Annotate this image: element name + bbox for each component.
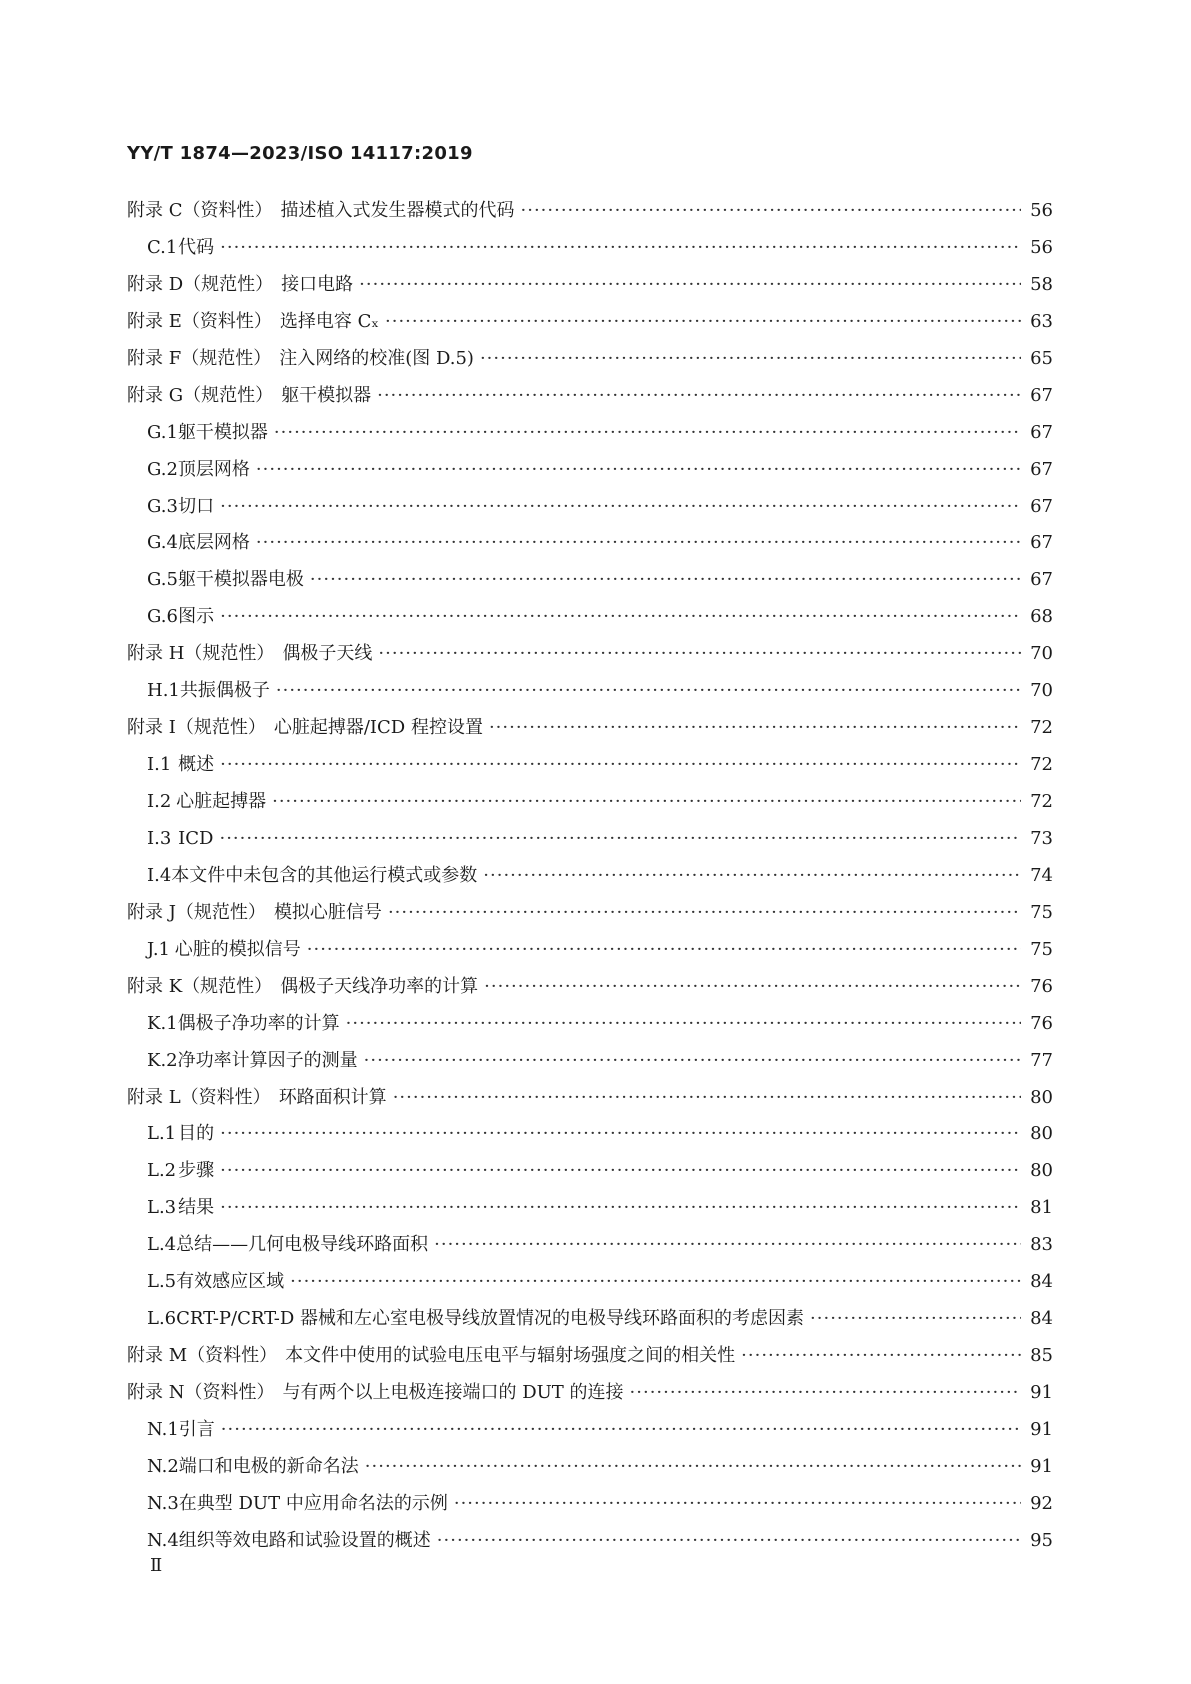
toc-entry-title: 顶层网格 [177, 458, 250, 480]
toc-entry-page: 68 [1030, 606, 1053, 628]
toc-entry-title: 偶极子天线净功率的计算 [280, 975, 479, 997]
toc-entry-title: 环路面积计算 [278, 1086, 387, 1108]
toc-entry-number: G.1 [147, 421, 178, 443]
toc-entry-page: 95 [1030, 1529, 1053, 1551]
toc-entry-title: 偶极子天线 [282, 643, 373, 665]
toc-entry[interactable] [127, 1523, 1053, 1560]
toc-entry-title: 净功率计算因子的测量 [177, 1049, 358, 1071]
dot-leader [346, 1006, 1021, 1043]
toc-entry-number: N.1 [147, 1418, 179, 1440]
toc-entry-page: 67 [1030, 384, 1053, 406]
toc-entry[interactable] [127, 1486, 1053, 1523]
toc-entry-number: 附录 F（规范性） [127, 347, 272, 369]
toc-entry-page: 84 [1030, 1271, 1053, 1293]
toc-entry-page: 80 [1030, 1160, 1053, 1182]
toc-entry[interactable] [127, 1080, 1053, 1117]
dot-leader [480, 341, 1021, 378]
toc-entry[interactable] [127, 895, 1053, 932]
toc-entry-number: L.1 [147, 1123, 177, 1145]
toc-entry-page: 83 [1030, 1234, 1053, 1256]
toc-entry-page: 74 [1030, 864, 1053, 886]
toc-entry[interactable] [127, 525, 1053, 562]
toc-entry-title: 结果 [178, 1197, 215, 1219]
toc-entry-number: 附录 D（规范性） [127, 273, 274, 295]
toc-entry-number: I.4 [147, 864, 172, 886]
toc-entry-page: 76 [1030, 975, 1053, 997]
toc-entry-number: L.2 [147, 1160, 177, 1182]
dot-leader [220, 1190, 1021, 1227]
toc-entry-number: I.2 [147, 791, 172, 812]
toc-entry[interactable] [127, 1301, 1053, 1338]
toc-entry-page: 58 [1030, 273, 1053, 295]
toc-entry-number: N.4 [147, 1529, 179, 1551]
toc-entry-number: G.5 [147, 569, 178, 591]
toc-entry-title: 本文件中未包含的其他运行模式或参数 [171, 864, 478, 886]
toc-entry-page: 72 [1030, 717, 1053, 739]
toc-entry-title: 躯干模拟器 [281, 384, 372, 406]
dot-leader [276, 673, 1021, 710]
toc-entry-number: 附录 N（资料性） [127, 1382, 275, 1403]
toc-entry-page: 67 [1030, 569, 1053, 591]
toc-entry[interactable] [127, 267, 1053, 304]
toc-entry-title: 底层网格 [177, 532, 250, 554]
toc-entry-page: 65 [1030, 347, 1053, 369]
toc-entry-number: G.3 [147, 495, 178, 517]
dot-leader [221, 1412, 1021, 1449]
toc-entry-number: N.2 [147, 1455, 179, 1477]
dot-leader [434, 1227, 1021, 1264]
dot-leader [489, 710, 1021, 747]
toc-entry-title: 模拟心脏信号 [273, 901, 382, 923]
toc-entry-page: 70 [1030, 680, 1053, 702]
toc-entry-title: 有效感应区域 [176, 1271, 285, 1293]
toc-entry-page: 63 [1030, 310, 1053, 332]
toc-entry-page: 91 [1030, 1455, 1053, 1477]
toc-entry-title: 步骤 [178, 1160, 215, 1182]
toc-entry-title: 心脏起搏器/ICD 程控设置 [273, 717, 483, 739]
document-code-header: YY/T 1874—2023/ISO 14117:2019 [127, 143, 473, 164]
toc-entry[interactable] [127, 415, 1053, 452]
dot-leader [220, 1116, 1021, 1153]
toc-entry[interactable] [127, 1190, 1053, 1227]
toc-entry-number: C.1 [147, 236, 178, 258]
dot-leader [290, 1264, 1021, 1301]
toc-entry-title: 切口 [178, 495, 215, 517]
toc-entry-page: 81 [1030, 1197, 1053, 1219]
toc-entry-number: G.2 [147, 458, 178, 480]
toc-entry-page: 91 [1030, 1382, 1053, 1403]
toc-entry[interactable] [127, 858, 1053, 895]
toc-entry-number: N.3 [147, 1492, 179, 1514]
dot-leader [256, 525, 1021, 562]
toc-entry-number: H.1 [147, 680, 180, 702]
toc-entry-page: 56 [1030, 200, 1053, 221]
toc-entry-title: 与有两个以上电极连接端口的 DUT 的连接 [282, 1382, 624, 1403]
toc-entry-page: 67 [1030, 532, 1053, 554]
toc-entry-number: K.1 [147, 1012, 178, 1034]
toc-entry[interactable] [127, 1116, 1053, 1153]
toc-entry-number: L.4 [147, 1234, 177, 1256]
toc-entry-title: 组织等效电路和试验设置的概述 [178, 1529, 431, 1551]
toc-entry-title: 共振偶极子 [179, 680, 270, 702]
toc-entry[interactable] [127, 230, 1053, 267]
toc-entry[interactable] [127, 710, 1053, 747]
dot-leader [272, 784, 1021, 821]
toc-entry[interactable] [127, 1449, 1053, 1486]
toc-entry-title: 端口和电极的新命名法 [178, 1455, 359, 1477]
toc-entry-title: 描述植入式发生器模式的代码 [280, 200, 515, 221]
toc-entry[interactable] [127, 1375, 1053, 1412]
toc-entry-page: 80 [1030, 1086, 1053, 1108]
toc-entry-number: 附录 K（规范性） [127, 975, 273, 997]
toc-entry-number: I.3 [147, 827, 172, 849]
toc-entry-number: 附录 M（资料性） [127, 1345, 278, 1367]
toc-entry[interactable] [127, 784, 1053, 821]
dot-leader [630, 1375, 1021, 1412]
dot-leader [377, 378, 1021, 415]
toc-entry[interactable] [127, 636, 1053, 673]
toc-entry-page: 72 [1030, 754, 1053, 776]
toc-entry[interactable] [127, 489, 1053, 526]
dot-leader [307, 932, 1021, 969]
toc-entry-page: 76 [1030, 1012, 1053, 1034]
dot-leader [256, 452, 1021, 489]
toc-entry[interactable] [127, 821, 1053, 858]
dot-leader [365, 1449, 1021, 1486]
toc-entry-number: 附录 L（资料性） [127, 1086, 271, 1108]
toc-entry[interactable] [127, 378, 1053, 415]
dot-leader [364, 1043, 1021, 1080]
toc-entry-title: ICD [178, 827, 214, 849]
toc-entry-page: 56 [1030, 236, 1053, 258]
toc-entry[interactable] [127, 969, 1053, 1006]
dot-leader [359, 267, 1021, 304]
toc-entry-page: 92 [1030, 1492, 1053, 1514]
page-number-footer: Ⅱ [150, 1555, 163, 1576]
toc-entry-page: 84 [1030, 1308, 1053, 1330]
toc-entry-number: L.3 [147, 1197, 177, 1219]
toc-entry-number: 附录 H（规范性） [127, 643, 275, 665]
toc-entry-title: 目的 [178, 1123, 215, 1145]
toc-entry-title: 代码 [178, 236, 215, 258]
toc-entry[interactable] [127, 452, 1053, 489]
toc-entry-number: 附录 E（资料性） [127, 310, 272, 332]
toc-entry-page: 75 [1030, 938, 1053, 960]
toc-entry-number: G.6 [147, 606, 178, 628]
toc-entry[interactable] [127, 193, 1053, 230]
dot-leader [220, 489, 1021, 526]
toc-entry[interactable] [127, 341, 1053, 378]
toc-entry-title: 概述 [178, 754, 215, 776]
toc-entry-page: 75 [1030, 901, 1053, 923]
dot-leader [385, 304, 1021, 341]
toc-entry-page: 80 [1030, 1123, 1053, 1145]
toc-entry-title: 引言 [178, 1418, 215, 1440]
toc-entry[interactable] [127, 673, 1053, 710]
toc-entry[interactable] [127, 562, 1053, 599]
toc-entry[interactable] [127, 747, 1053, 784]
toc-entry[interactable] [127, 1412, 1053, 1449]
dot-leader [810, 1301, 1021, 1338]
dot-leader [521, 193, 1022, 230]
toc-entry-page: 67 [1030, 458, 1053, 480]
toc-entry-title: 在典型 DUT 中应用命名法的示例 [178, 1492, 448, 1514]
toc-entry-page: 77 [1030, 1049, 1053, 1071]
dot-leader [220, 599, 1021, 636]
toc-entry-title: 本文件中使用的试验电压电平与辐射场强度之间的相关性 [285, 1345, 736, 1367]
dot-leader [274, 415, 1021, 452]
toc-entry[interactable] [127, 1227, 1053, 1264]
toc-entry-page: 73 [1030, 827, 1053, 849]
toc-entry-number: K.2 [147, 1049, 178, 1071]
toc-entry-number: 附录 C（资料性） [127, 200, 273, 221]
toc-entry-title: 总结——几何电极导线环路面积 [176, 1234, 429, 1256]
toc-entry[interactable] [127, 1006, 1053, 1043]
toc-entry-number: I.1 [147, 754, 172, 776]
toc-entry-number: 附录 I（规范性） [127, 717, 266, 739]
toc-entry-number: 附录 J（规范性） [127, 901, 266, 923]
toc-entry-title: 选择电容 Cₓ [279, 310, 379, 332]
toc-entry-number: G.4 [147, 532, 178, 554]
toc-entry-page: 67 [1030, 421, 1053, 443]
toc-entry-number: J.1 [147, 938, 170, 960]
toc-entry-title: 图示 [178, 606, 215, 628]
dot-leader [310, 562, 1021, 599]
dot-leader [220, 747, 1021, 784]
toc-entry-title: 心脏起搏器 [176, 791, 267, 812]
toc-entry-title: 接口电路 [281, 273, 354, 295]
toc-entry-title: 心脏的模拟信号 [174, 938, 301, 960]
toc-entry-number: L.6 [147, 1308, 177, 1330]
dot-leader [484, 969, 1021, 1006]
dot-leader [219, 821, 1021, 858]
dot-leader [483, 858, 1021, 895]
toc-entry-page: 70 [1030, 643, 1053, 665]
dot-leader [393, 1080, 1021, 1117]
toc-entry[interactable] [127, 1338, 1053, 1375]
toc-entry-title: 躯干模拟器电极 [177, 569, 304, 591]
toc-entry[interactable] [127, 1264, 1053, 1301]
toc-entry[interactable] [127, 599, 1053, 636]
toc-entry-number: 附录 G（规范性） [127, 384, 274, 406]
dot-leader [220, 1153, 1021, 1190]
dot-leader [388, 895, 1021, 932]
dot-leader [437, 1523, 1021, 1560]
toc-entry[interactable] [127, 1153, 1053, 1190]
dot-leader [378, 636, 1021, 673]
table-of-contents [127, 193, 1053, 1560]
toc-entry-title: CRT-P/CRT-D 器械和左心室电极导线放置情况的电极导线环路面积的考虑因素 [176, 1308, 805, 1330]
dot-leader [220, 230, 1021, 267]
toc-entry-page: 91 [1030, 1418, 1053, 1440]
dot-leader [741, 1338, 1021, 1375]
toc-entry-page: 72 [1030, 791, 1053, 812]
toc-entry-title: 躯干模拟器 [177, 421, 268, 443]
toc-entry-number: L.5 [147, 1271, 177, 1293]
toc-entry-page: 85 [1030, 1345, 1053, 1367]
toc-entry[interactable] [127, 304, 1053, 341]
dot-leader [454, 1486, 1021, 1523]
toc-entry-title: 注入网络的校准(图 D.5) [279, 347, 474, 369]
toc-entry[interactable] [127, 1043, 1053, 1080]
toc-entry-title: 偶极子净功率的计算 [177, 1012, 340, 1034]
toc-entry-page: 67 [1030, 495, 1053, 517]
toc-entry[interactable] [127, 932, 1053, 969]
